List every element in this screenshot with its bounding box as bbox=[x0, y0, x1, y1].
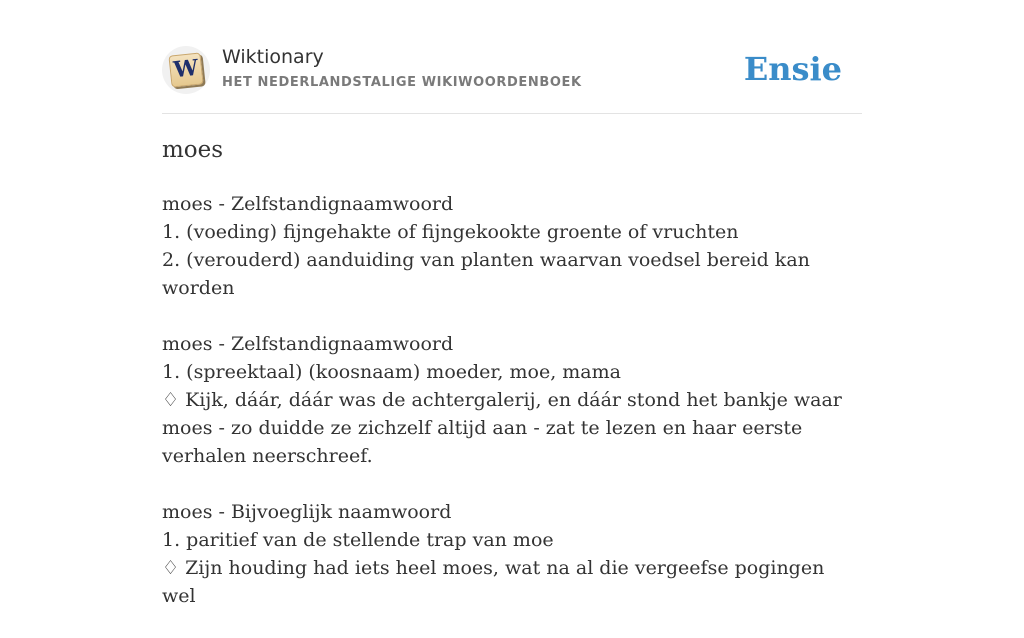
entry bbox=[162, 498, 862, 610]
definition-entries bbox=[162, 190, 862, 638]
definition-line: 1. (voeding) fijngehakte of fijngekookte groente of vruchten bbox=[162, 221, 739, 243]
site-title[interactable]: Wiktionary bbox=[222, 46, 324, 68]
entry-heading: moes - Bijvoeglijk naamwoord bbox=[162, 501, 452, 523]
definition-line: 1. (spreektaal) (koosnaam) moeder, moe, mama bbox=[162, 361, 621, 383]
example-line: ♢ Zijn houding had iets heel moes, wat na al die vergeefse pogingen wel bbox=[162, 557, 825, 607]
definition-line: 1. paritief van de stellende trap van moe bbox=[162, 529, 554, 551]
example-line: ♢ Kijk, dáár, dáár was de achtergalerij, en dáár stond het bankje waar moes - zo duidde ze zichzelf altijd aan - zat te lezen en haar eerste verhalen neerschreef. bbox=[162, 389, 842, 467]
site-tagline: HET NEDERLANDSTALIGE WIKIWOORDENBOEK bbox=[222, 75, 582, 90]
logo-tile bbox=[168, 52, 203, 87]
content-container bbox=[162, 0, 862, 607]
entry-heading: moes - Zelfstandignaamwoord bbox=[162, 193, 454, 215]
entry bbox=[162, 330, 862, 470]
entry-heading: moes - Zelfstandignaamwoord bbox=[162, 333, 454, 355]
wiktionary-logo-icon[interactable] bbox=[162, 46, 210, 94]
word-title: moes bbox=[162, 137, 224, 163]
entry bbox=[162, 190, 862, 302]
logo-letter: W bbox=[172, 54, 200, 84]
ensie-brand-link[interactable]: Ensie bbox=[743, 50, 842, 88]
definition-line: 2. (verouderd) aanduiding van planten waarvan voedsel bereid kan worden bbox=[162, 249, 810, 299]
site-header bbox=[162, 0, 862, 114]
